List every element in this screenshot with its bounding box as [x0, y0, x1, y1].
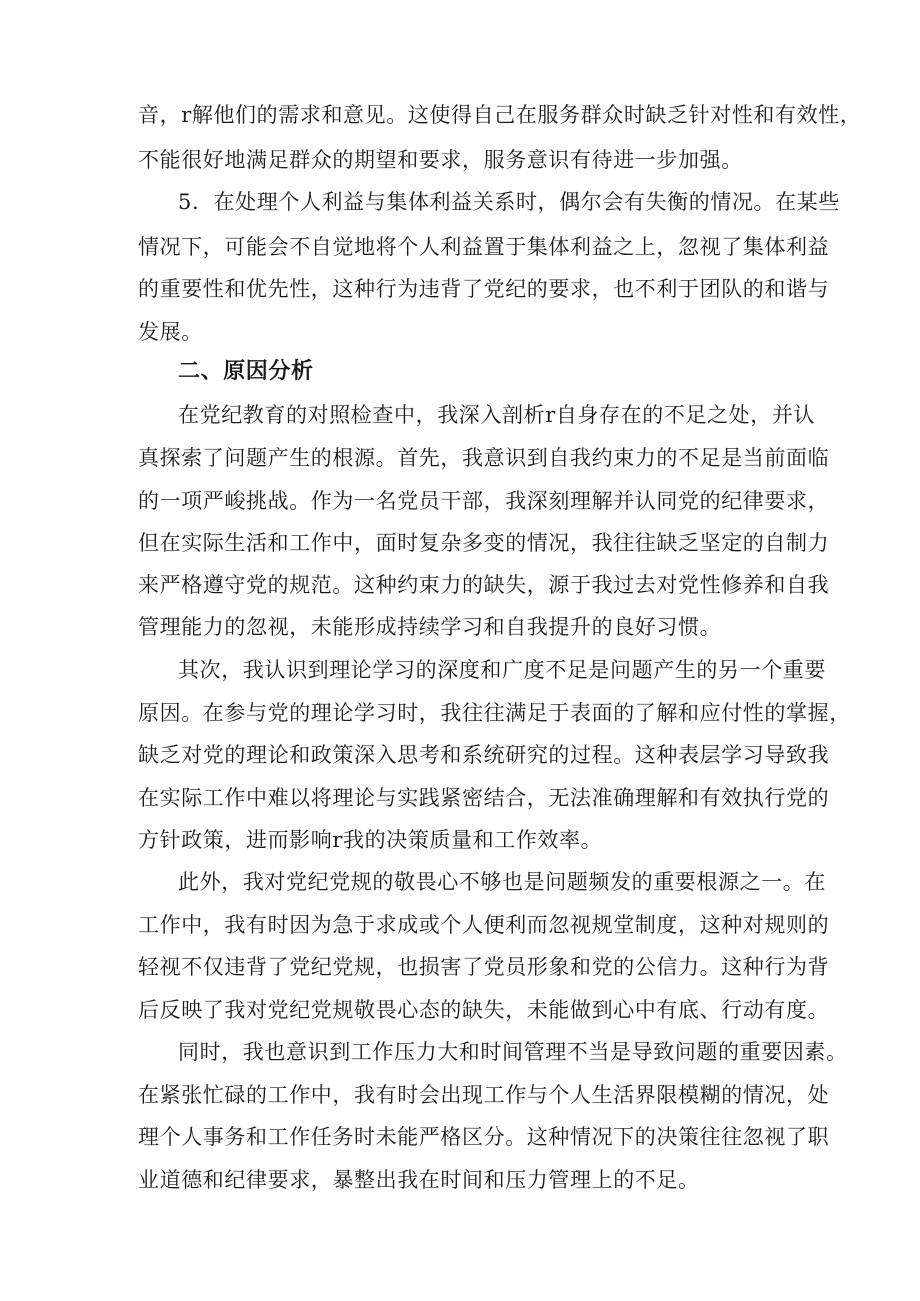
text-line-10: 的一项严峻挑战。作为一名党员干部，我深刻理解并认同党的纪律要求， [138, 489, 830, 513]
text-line-25: 理个人事务和工作任务时未能严格区分。这种情况下的决策往往忽视了职 [138, 1125, 830, 1149]
text-line-4: 情况下，可能会不自觉地将个人利益置于集体利益之上，忽视了集体利益 [138, 235, 830, 259]
text-line-9: 真探索了问题产生的根源。首先，我意识到自我约束力的不足是当前面临 [138, 446, 830, 470]
text-line-12: 来严格遵守党的规范。这种约束力的缺失，源于我过去对党性修养和自我 [138, 573, 830, 597]
text-line-23: 同时，我也意识到工作压力大和时间管理不当是导致问题的重要因素。 [178, 1040, 848, 1064]
text-line-3: 5．在处理个人利益与集体利益关系时，偶尔会有失衡的情况。在某些 [178, 190, 840, 214]
text-line-6: 发展。 [138, 320, 203, 344]
text-line-14: 其次，我认识到理论学习的深度和广度不足是问题产生的另一个重要 [178, 658, 826, 682]
text-line-11: 但在实际生活和工作中，面时复杂多变的情况，我往往缺乏坚定的自制力 [138, 531, 830, 555]
text-line-26: 业道德和纪律要求，暴整出我在时间和压力管理上的不足。 [138, 1168, 700, 1192]
text-line-24: 在紧张忙碌的工作中，我有时会出现工作与个人生活界限模糊的情况，处 [138, 1083, 830, 1107]
text-line-18: 方针政策，进而影响r我的决策质量和工作效率。 [138, 828, 603, 852]
text-line-21: 轻视不仅违背了党纪党规，也损害了党员形象和党的公信力。这种行为背 [138, 955, 830, 979]
text-line-20: 工作中，我有时因为急于求成或个人便利而忽视规堂制度，这种对规则的 [138, 913, 830, 937]
text-line-15: 原因。在参与党的理论学习时，我往往满足于表面的了解和应付性的掌握， [138, 701, 851, 725]
text-line-5: 的重要性和优先性，这种行为违背了党纪的要求，也不利于团队的和谐与 [138, 277, 830, 301]
section-heading-cause-analysis: 二、原因分析 [178, 359, 314, 384]
text-line-17: 在实际工作中难以将理论与实践紧密结合，无法准确理解和有效执行党的 [138, 786, 830, 810]
text-line-2: 不能很好地满足群众的期望和要求，服务意识有待进一步加强。 [138, 148, 743, 172]
text-line-1: 音，r解他们的需求和意见。这使得自己在服务群众时缺乏针对性和有效性， [138, 103, 862, 127]
text-line-19: 此外，我对党纪党规的敬畏心不够也是问题频发的重要根源之一。在 [178, 870, 826, 894]
text-line-16: 缺乏对党的理论和政策深入思考和系统研究的过程。这种表层学习导致我 [138, 743, 830, 767]
text-line-22: 后反映了我对党纪党规敬畏心态的缺失，未能做到心中有底、行动有度。 [138, 998, 830, 1022]
text-line-8: 在党纪教育的对照检查中，我深入剖析r自身存在的不足之处，并认 [178, 403, 816, 427]
text-line-13: 管理能力的忽视，未能形成持续学习和自我提升的良好习惯。 [138, 615, 722, 639]
